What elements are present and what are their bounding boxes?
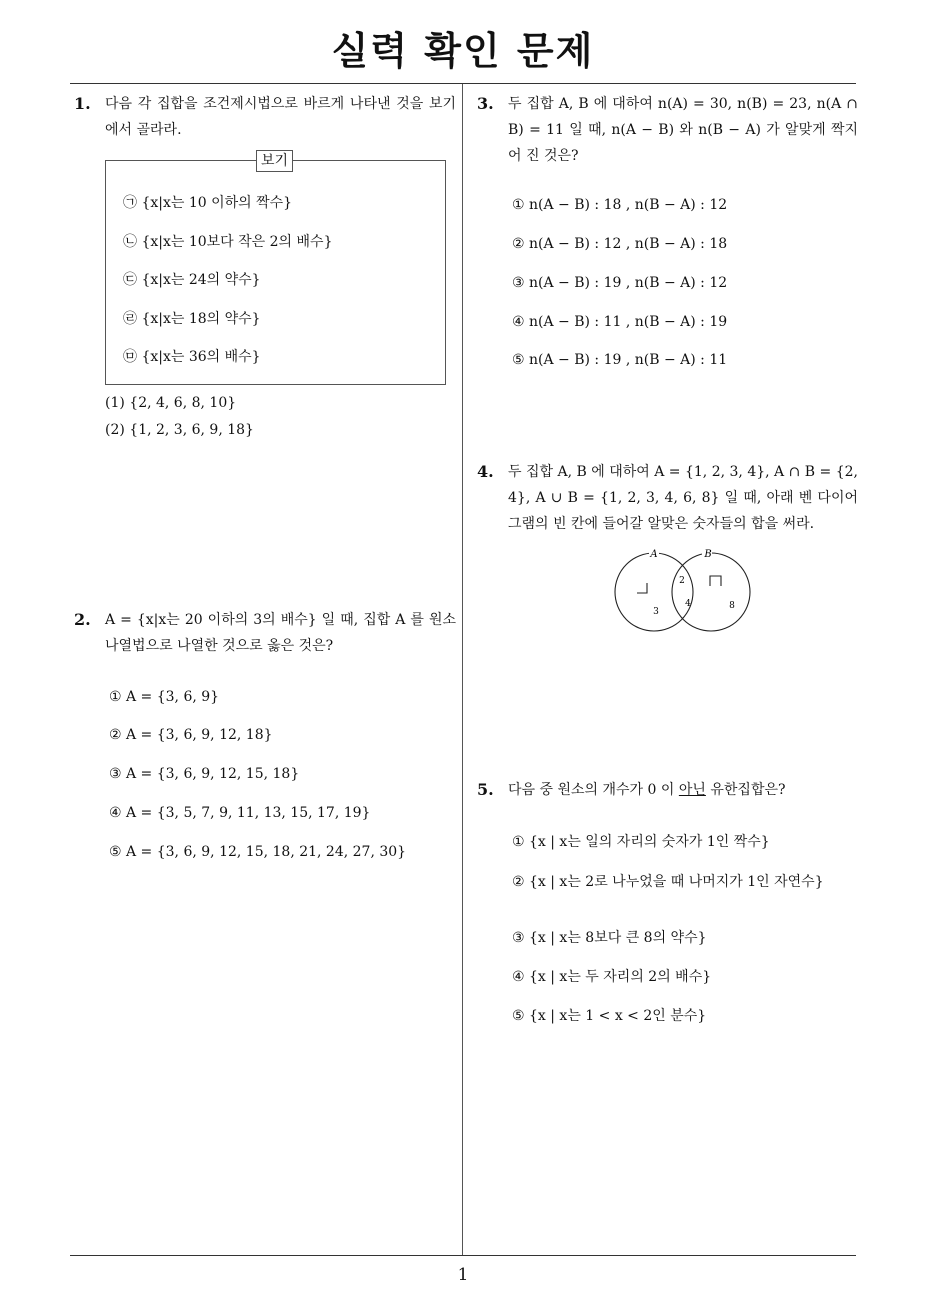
bogi-item: ㉣ {x|x는 18의 약수} [123,311,261,327]
question-text: 다음 각 집합을 조건제시법으로 바르게 나타낸 것을 보기에서 골라라. [105,96,456,138]
question-text-underlined: 아닌 [678,782,706,798]
bogi-item: ㉠ {x|x는 10 이하의 짝수} [123,195,293,211]
venn-value-only-a: 3 [653,607,659,617]
question-number: 5. [477,780,494,799]
choice-3[interactable]: ③ A = {3, 6, 9, 12, 15, 18} [109,766,300,782]
venn-value-intersection: 2 [679,576,685,586]
question-5 [477,777,858,1037]
choice-4[interactable]: ④ A = {3, 5, 7, 9, 11, 13, 15, 17, 19} [109,805,371,821]
question-number: 2. [74,610,91,629]
bogi-item: ㉡ {x|x는 10보다 작은 2의 배수} [123,234,333,250]
sub-question-2: (2) {1, 2, 3, 6, 9, 18} [105,422,254,438]
set-b-label: B [704,549,712,560]
choice-2[interactable]: ② n(A − B) : 12 , n(B − A) : 18 [512,236,728,252]
bogi-item: ㉤ {x|x는 36의 배수} [123,349,261,365]
choice-4[interactable]: ④ {x | x는 두 자리의 2의 배수} [512,969,712,985]
question-text: 두 집합 A, B 에 대하여 A = {1, 2, 3, 4}, A ∩ B = {2, 4}, A ∪ B = {1, 2, 3, 4, 6, 8} 일 때, 아래 벤 다이어그램의 빈 칸에 들어갈 알맞은 숫자들의 합을 써라. [508,464,858,532]
question-text-part: 다음 중 원소의 개수가 0 이 [508,782,679,798]
bottom-rule [70,1255,856,1256]
set-b-circle [672,553,750,631]
choice-5[interactable]: ⑤ {x | x는 1 < x < 2인 분수} [512,1008,707,1024]
bogi-label: 보기 [256,150,293,172]
question-text [508,777,858,803]
question-number: 3. [477,94,494,113]
set-a-circle [615,553,693,631]
bogi-box [105,153,446,385]
choice-1[interactable]: ① A = {3, 6, 9} [109,689,220,705]
choice-3[interactable]: ③ n(A − B) : 19 , n(B − A) : 12 [512,275,728,291]
venn-value-only-b: 8 [729,601,735,611]
question-text-part: 유한집합은? [705,782,786,798]
question-2 [74,607,456,867]
blank-box-b [710,576,721,586]
sub-question-1: (1) {2, 4, 6, 8, 10} [105,395,237,411]
top-rule [70,83,856,84]
question-1 [74,91,456,143]
choice-5[interactable]: ⑤ A = {3, 6, 9, 12, 15, 18, 21, 24, 27, 30} [109,844,407,860]
choice-4[interactable]: ④ n(A − B) : 11 , n(B − A) : 19 [512,314,728,330]
question-number: 1. [74,94,91,113]
question-text: A = {x|x는 20 이하의 3의 배수} 일 때, 집합 A 를 원소나열법으로 나열한 것으로 옳은 것은? [105,612,456,654]
page-title: 실력 확인 문제 [331,29,595,73]
choice-1[interactable]: ① n(A − B) : 18 , n(B − A) : 12 [512,197,728,213]
choice-1[interactable]: ① {x | x는 일의 자리의 숫자가 1인 짝수} [512,834,770,850]
bogi-item: ㉢ {x|x는 24의 약수} [123,272,261,288]
choice-2[interactable]: ② A = {3, 6, 9, 12, 18} [109,727,273,743]
question-number: 4. [477,462,494,481]
page-number: 1 [457,1265,469,1285]
column-divider [462,84,463,1256]
question-text: 두 집합 A, B 에 대하여 n(A) = 30, n(B) = 23, n(A ∩ B) = 11 일 때, n(A − B) 와 n(B − A) 가 알맞게 짝지어 진 것은? [508,96,858,164]
set-a-label: A [650,549,658,560]
venn-diagram [610,546,756,638]
question-3 [477,91,858,381]
venn-value-intersection: 4 [685,599,691,609]
choice-3[interactable]: ③ {x | x는 8보다 큰 8의 약수} [512,930,707,946]
question-4 [477,459,858,537]
blank-box-a [637,583,647,593]
choice-5[interactable]: ⑤ n(A − B) : 19 , n(B − A) : 11 [512,352,728,368]
choice-2[interactable]: ② {x | x는 2로 나누었을 때 나머지가 1인 자연수} [512,874,824,890]
